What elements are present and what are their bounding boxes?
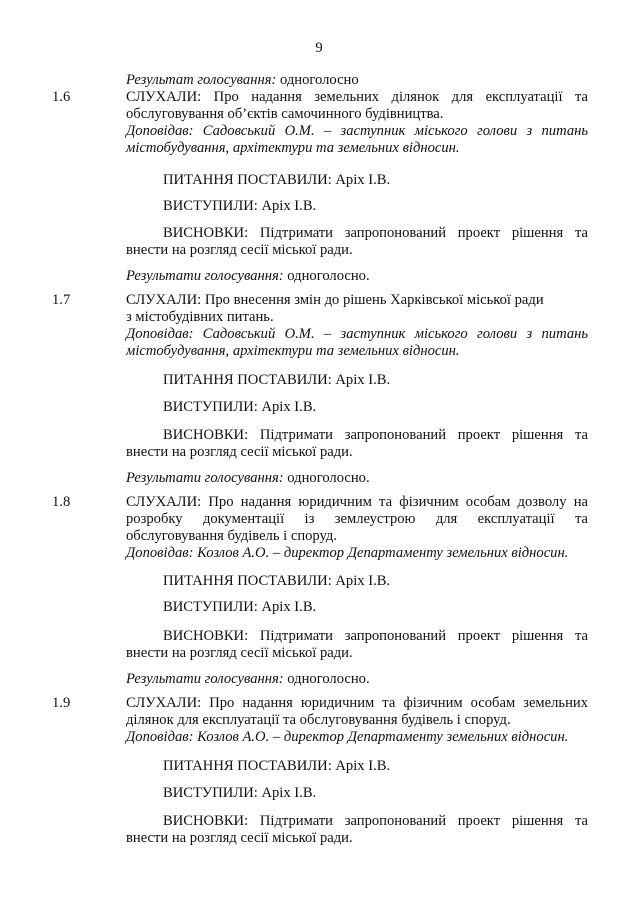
raised-line: ПИТАННЯ ПОСТАВИЛИ: Аріх І.В. <box>163 372 391 388</box>
vote-result: Результати голосування: одноголосно. <box>126 470 370 486</box>
spoke-line: ВИСТУПИЛИ: Аріх І.В. <box>163 399 317 415</box>
vote-result: Результати голосування: одноголосно. <box>126 671 370 687</box>
page-number: 9 <box>315 40 323 56</box>
speaker-line: Доповідав: Садовський О.М. – заступник міського голови з питань <box>126 123 588 139</box>
conclusion: ВИСНОВКИ: Підтримати запропонований проект рішення та внести на розгляд сесії міської ради. <box>126 225 588 258</box>
speaker-line: містобудування, архітектури та земельних відносин. <box>126 140 460 156</box>
vote-label: Результат голосування: <box>126 72 277 88</box>
heard-line: обслуговування будівель і споруд. <box>126 528 337 544</box>
item-number: 1.7 <box>52 292 71 308</box>
agenda-item-1-6 <box>126 89 588 157</box>
spoke-line: ВИСТУПИЛИ: Аріх І.В. <box>163 198 317 214</box>
speaker-line: Доповідав: Козлов А.О. – директор Департаменту земельних відносин. <box>126 545 569 561</box>
heard-line: обслуговування об’єктів самочинного будівництва. <box>126 106 444 122</box>
speaker-line: містобудування, архітектури та земельних відносин. <box>126 343 460 359</box>
vote-result: Результати голосування: одноголосно. <box>126 268 370 284</box>
item-number: 1.8 <box>52 494 71 510</box>
agenda-item-1-8 <box>126 494 588 562</box>
speaker-line: Доповідав: Козлов А.О. – директор Департаменту земельних відносин. <box>126 729 569 745</box>
item-number: 1.9 <box>52 695 71 711</box>
heard-line: СЛУХАЛИ: Про надання юридичним та фізичним особам земельних <box>126 695 588 711</box>
vote-value: одноголосно <box>280 72 359 88</box>
raised-line: ПИТАННЯ ПОСТАВИЛИ: Аріх І.В. <box>163 172 391 188</box>
heard-line: СЛУХАЛИ: Про надання юридичним та фізичним особам дозволу на <box>126 494 588 510</box>
raised-line: ПИТАННЯ ПОСТАВИЛИ: Аріх І.В. <box>163 758 391 774</box>
raised-line: ПИТАННЯ ПОСТАВИЛИ: Аріх І.В. <box>163 573 391 589</box>
conclusion: ВИСНОВКИ: Підтримати запропонований проект рішення та внести на розгляд сесії міської ради. <box>126 427 588 460</box>
item-number: 1.6 <box>52 89 71 105</box>
conclusion: ВИСНОВКИ: Підтримати запропонований проект рішення та внести на розгляд сесії міської ради. <box>126 813 588 846</box>
speaker-line: Доповідав: Садовський О.М. – заступник міського голови з питань <box>126 326 588 342</box>
spoke-line: ВИСТУПИЛИ: Аріх І.В. <box>163 599 317 615</box>
heard-line: розробку документації із землеустрою для експлуатації та <box>126 511 588 527</box>
agenda-item-1-9 <box>126 695 588 746</box>
heard-line: СЛУХАЛИ: Про внесення змін до рішень Харківської міської ради <box>126 292 544 308</box>
vote-result-prev <box>126 72 588 89</box>
heard-line: з містобудівних питань. <box>126 309 274 325</box>
conclusion: ВИСНОВКИ: Підтримати запропонований проект рішення та внести на розгляд сесії міської ради. <box>126 628 588 661</box>
heard-line: СЛУХАЛИ: Про надання земельних ділянок для експлуатації та <box>126 89 588 105</box>
agenda-item-1-7 <box>126 292 588 360</box>
heard-line: ділянок для експлуатації та обслуговування будівель і споруд. <box>126 712 511 728</box>
spoke-line: ВИСТУПИЛИ: Аріх І.В. <box>163 785 317 801</box>
